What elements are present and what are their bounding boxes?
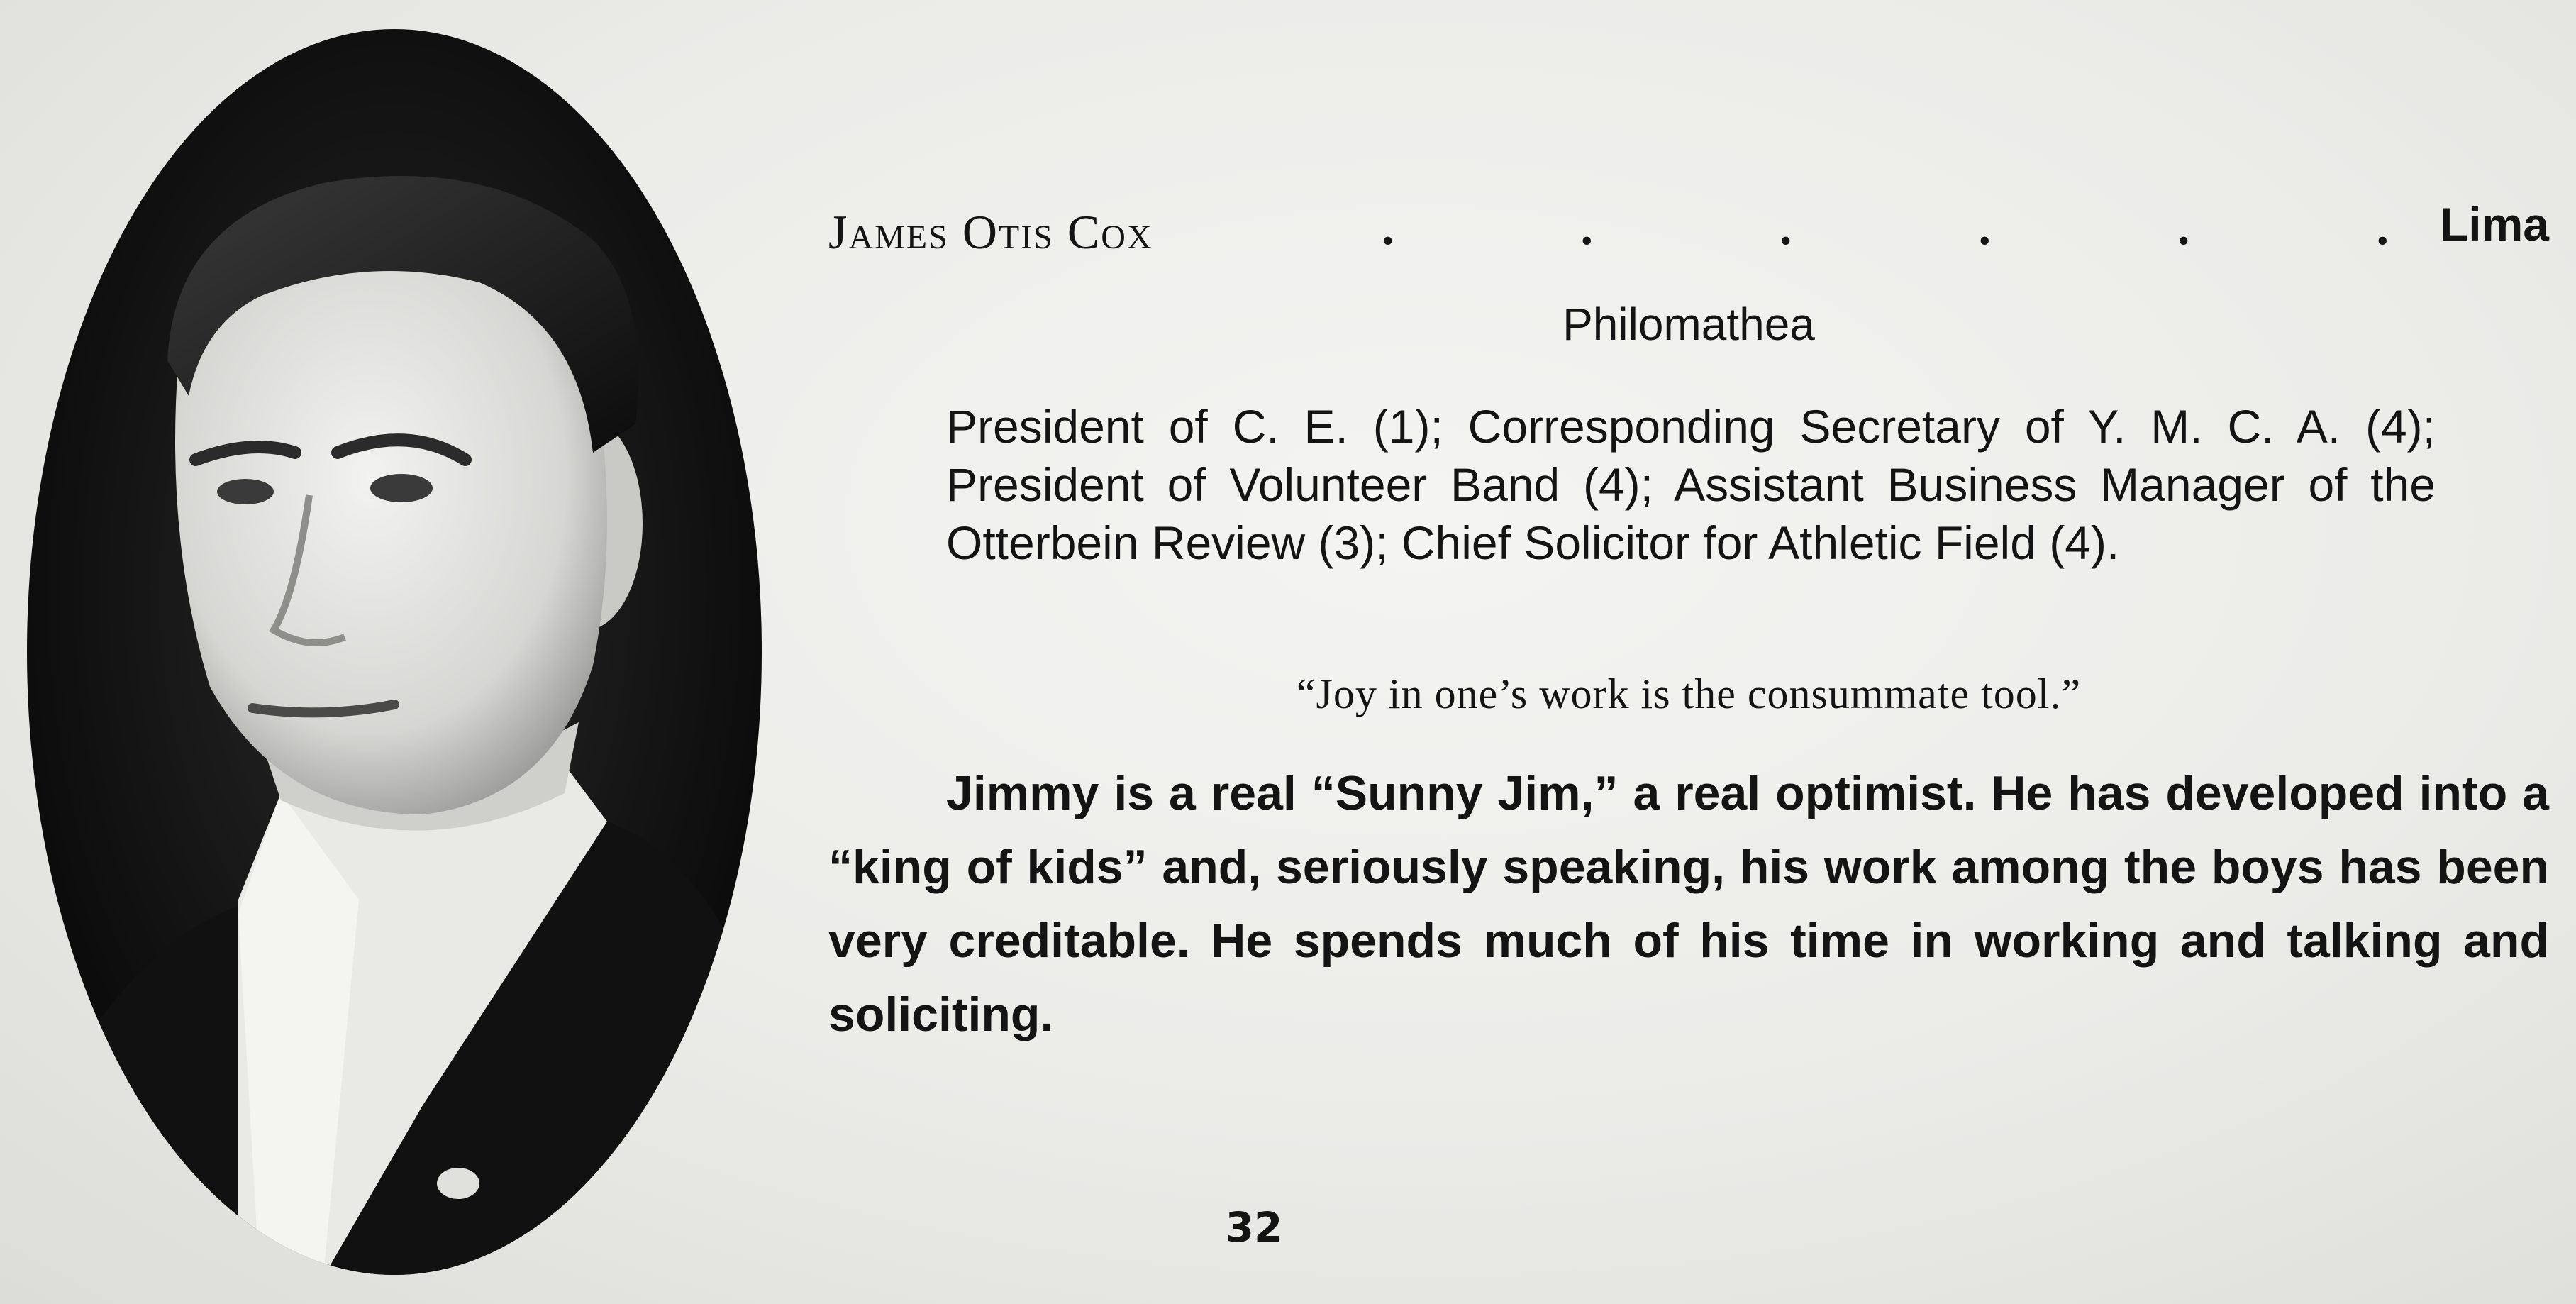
entry-heading-line: [828, 197, 2549, 268]
motto-quote: “Joy in one’s work is the consummate tool.”: [1296, 670, 2082, 717]
literary-society: Philomathea: [1562, 299, 1815, 350]
biography-paragraph: Jimmy is a real “Sunny Jim,” a real optimist. He has developed into a “king of kids” and, seriously speaking, his work among the boys has been very creditable. He spends much of his time in working and talking and soliciting.: [828, 766, 2549, 1041]
student-name: James Otis Cox: [828, 205, 1153, 259]
leader-dot: .: [2376, 201, 2389, 255]
leader-dot: .: [1978, 201, 1991, 255]
portrait-photo: [26, 27, 763, 1277]
leader-dot: .: [2177, 201, 2190, 255]
leader-dots: [1382, 200, 2389, 257]
honors-paragraph: President of C. E. (1); Corresponding Secretary of Y. M. C. A. (4); President of Volunteer Band (4); Assistant Business Manager of the Otterbein Review (3); Chief Solicitor for Athletic Field (4).: [946, 400, 2436, 569]
leader-dot: .: [1580, 201, 1593, 255]
leader-dot: .: [1780, 201, 1792, 255]
leader-dot: .: [1382, 201, 1394, 255]
hometown: Lima: [2439, 198, 2549, 250]
page-number: 32: [1225, 1203, 1283, 1251]
